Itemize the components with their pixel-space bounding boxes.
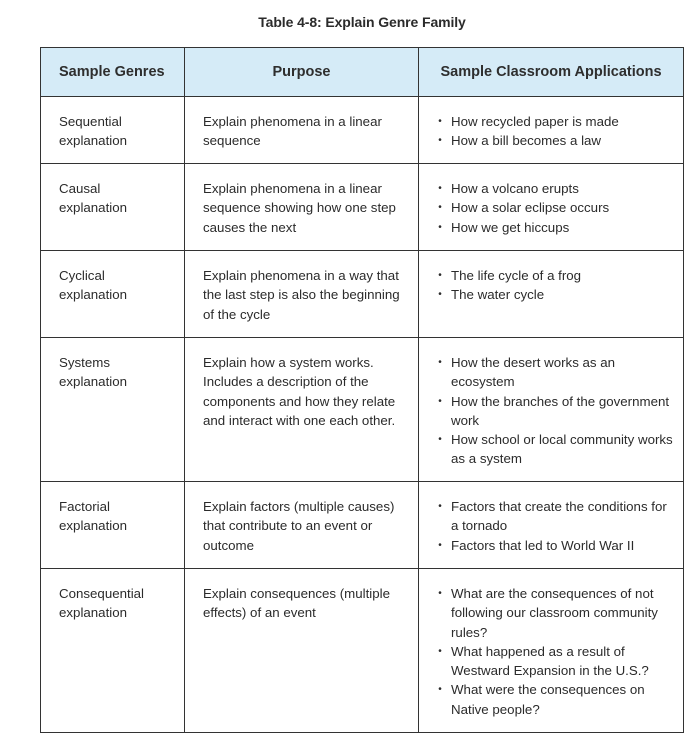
applications-cell — [419, 338, 684, 482]
applications-cell — [419, 251, 684, 338]
list-item — [435, 112, 675, 131]
bullet-icon: • — [438, 434, 442, 446]
applications-cell — [419, 482, 684, 569]
application-text: How the desert works as an ecosystem — [451, 355, 616, 390]
application-text: Factors that led to World War II — [451, 537, 635, 553]
applications-cell — [419, 164, 684, 251]
application-text: The life cycle of a frog — [451, 268, 582, 283]
list-item — [435, 218, 675, 237]
bullet-icon: • — [438, 221, 442, 233]
list-item — [435, 131, 675, 150]
application-text: Factors that create the conditions for a tornado — [451, 499, 667, 534]
purpose-cell: Explain phenomena in a way that the last step is also the beginning of the cycle — [185, 251, 419, 338]
bullet-icon: • — [438, 501, 442, 512]
bullet-icon: • — [438, 289, 442, 301]
genre-cell: Causal explanation — [41, 164, 185, 251]
application-text: What happened as a result of Westward Expansion in the U.S.? — [451, 643, 649, 679]
application-text: The water cycle — [451, 287, 545, 303]
list-item — [435, 536, 675, 555]
list-item — [435, 392, 675, 431]
genre-cell: Systems explanation — [41, 338, 185, 482]
purpose-cell: Explain how a system works. Includes a description of the components and how they relate and interact with one each other. — [185, 338, 419, 482]
application-text: How a bill becomes a law — [451, 133, 602, 149]
bullet-icon: • — [438, 539, 442, 551]
list-item — [435, 642, 675, 681]
application-text: What were the consequences on Native people? — [451, 682, 645, 717]
bullet-icon: • — [438, 588, 442, 599]
applications-cell — [419, 97, 684, 164]
bullet-icon: • — [438, 270, 442, 281]
list-item — [435, 430, 675, 469]
list-item — [435, 353, 675, 392]
list-item — [435, 179, 675, 198]
list-item — [435, 680, 675, 719]
table-row — [41, 164, 684, 251]
genre-cell: Cyclical explanation — [41, 251, 185, 338]
list-item — [435, 497, 675, 536]
applications-list — [435, 497, 675, 555]
column-header-sample-classroom-applications: Sample Classroom Applications — [419, 48, 684, 97]
genre-cell: Sequential explanation — [41, 97, 185, 164]
bullet-icon: • — [438, 645, 442, 657]
table-header-row — [41, 48, 684, 97]
application-text: How recycled paper is made — [451, 114, 619, 129]
application-text: What are the consequences of not following our classroom community rules? — [451, 586, 658, 640]
applications-list — [435, 266, 675, 305]
table-row — [41, 338, 684, 482]
table-row — [41, 251, 684, 338]
applications-list — [435, 353, 675, 469]
application-text: How school or local community works as a system — [451, 432, 673, 467]
list-item — [435, 285, 675, 304]
application-text: How a solar eclipse occurs — [451, 200, 610, 216]
bullet-icon: • — [438, 116, 442, 127]
column-header-purpose: Purpose — [185, 48, 419, 97]
application-text: How we get hiccups — [451, 219, 570, 235]
purpose-cell: Explain phenomena in a linear sequence — [185, 97, 419, 164]
purpose-cell: Explain consequences (multiple effects) of an event — [185, 569, 419, 733]
application-text: How the branches of the government work — [451, 393, 670, 428]
applications-list — [435, 179, 675, 237]
purpose-cell: Explain phenomena in a linear sequence showing how one step causes the next — [185, 164, 419, 251]
table-title: Table 4-8: Explain Genre Family — [258, 14, 466, 30]
table-row — [41, 569, 684, 733]
applications-list — [435, 584, 675, 719]
list-item — [435, 584, 675, 642]
list-item — [435, 266, 675, 285]
genre-cell: Factorial explanation — [41, 482, 185, 569]
genre-cell: Consequential explanation — [41, 569, 185, 733]
purpose-cell: Explain factors (multiple causes) that contribute to an event or outcome — [185, 482, 419, 569]
table-row — [41, 482, 684, 569]
bullet-icon: • — [438, 357, 442, 368]
bullet-icon: • — [438, 202, 442, 214]
column-header-sample-genres: Sample Genres — [41, 48, 185, 97]
application-text: How a volcano erupts — [451, 181, 579, 196]
bullet-icon: • — [438, 395, 442, 407]
bullet-icon: • — [438, 684, 442, 696]
bullet-icon: • — [438, 183, 442, 194]
table-row — [41, 97, 684, 164]
applications-list — [435, 112, 675, 151]
applications-cell — [419, 569, 684, 733]
explain-genre-table — [40, 47, 684, 733]
list-item — [435, 198, 675, 217]
bullet-icon: • — [438, 135, 442, 147]
